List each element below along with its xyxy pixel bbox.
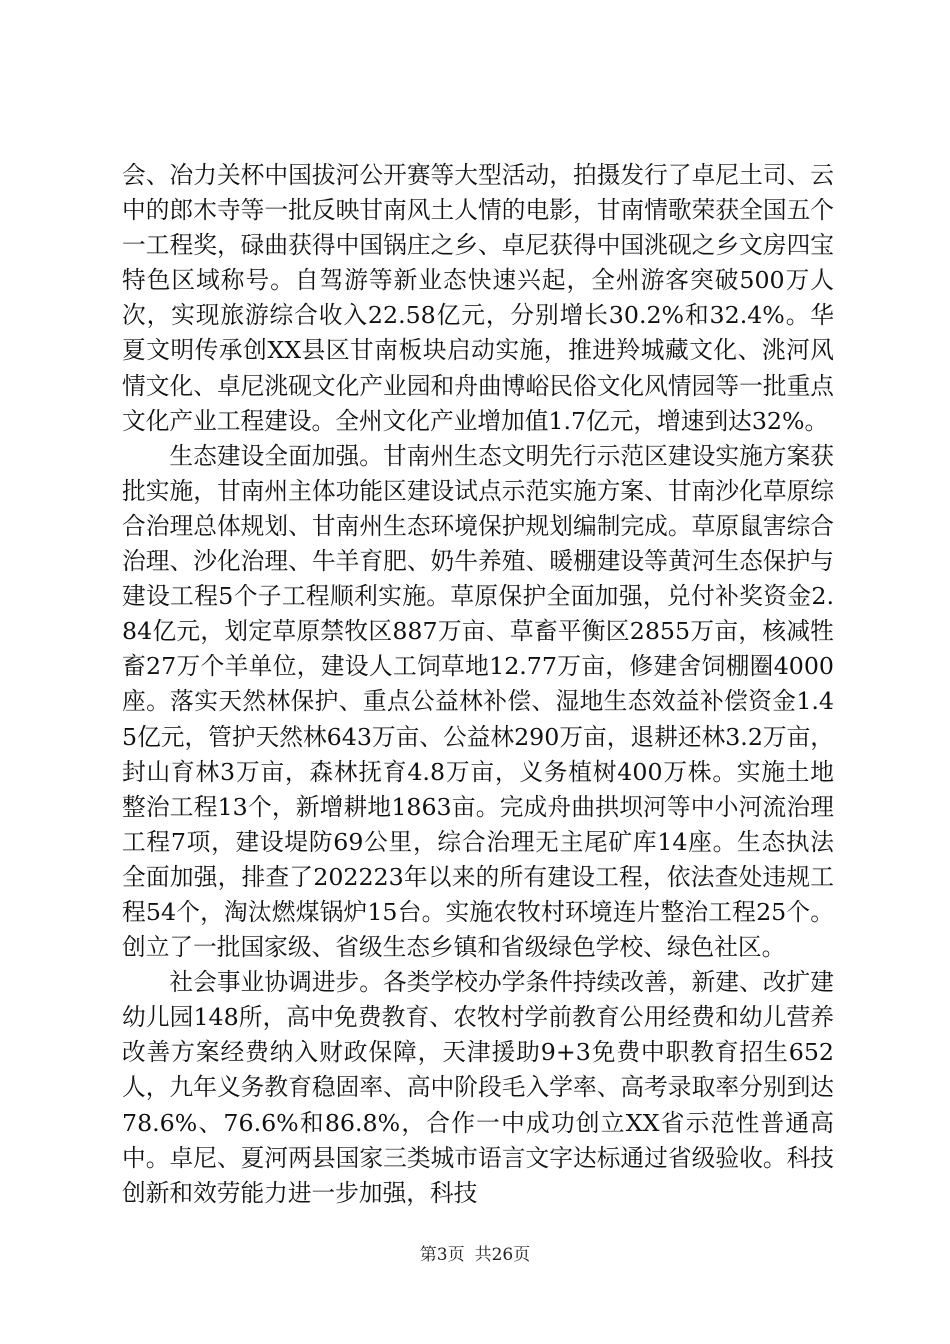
page-number: 第3页 <box>419 1245 465 1265</box>
document-body <box>122 158 834 1211</box>
page-footer <box>0 1244 950 1266</box>
paragraph-social-affairs: 社会事业协调进步。各类学校办学条件持续改善，新建、改扩建幼儿园148所，高中免费教育、农牧村学前教育公用经费和幼儿营养改善方案经费纳入财政保障，天津援助9+3免费中职教育招生652人，九年义务教育稳固率、高中阶段毛入学率、高考录取率分别到达78.6%、76.6%和86.8%，合作一中成功创立XX省示范性普通高中。卓尼、夏河两县国家三类城市语言文字达标通过省级验收。科技创新和效劳能力进一步加强，科技 <box>122 968 834 1207</box>
page-total: 共26页 <box>474 1245 531 1265</box>
paragraph-culture-tourism: 会、冶力关杯中国拔河公开赛等大型活动，拍摄发行了卓尼土司、云中的郎木寺等一批反映甘南风土人情的电影，甘南情歌荣获全国五个一工程奖，碌曲获得中国锅庄之乡、卓尼获得中国洮砚之乡文房四宝特色区域称号。自驾游等新业态快速兴起，全州游客突破500万人次，实现旅游综合收入22.58亿元，分别增长30.2%和32.4%。华夏文明传承创XX县区甘南板块启动实施，推进羚城藏文化、洮河风情文化、卓尼洮砚文化产业园和舟曲博峪民俗文化风情园等一批重点文化产业工程建设。全州文化产业增加值1.7亿元，增速到达32%。 <box>122 161 834 435</box>
paragraph-ecology: 生态建设全面加强。甘南州生态文明先行示范区建设实施方案获批实施，甘南州主体功能区建设试点示范实施方案、甘南沙化草原综合治理总体规划、甘南州生态环境保护规划编制完成。草原鼠害综合治理、沙化治理、牛羊育肥、奶牛养殖、暖棚建设等黄河生态保护与建设工程5个子工程顺利实施。草原保护全面加强，兑付补奖资金2.84亿元，划定草原禁牧区887万亩、草畜平衡区2855万亩，核减牲畜27万个羊单位，建设人工饲草地12.77万亩，修建舍饲棚圈4000座。落实天然林保护、重点公益林补偿、湿地生态效益补偿资金1.45亿元，管护天然林643万亩、公益林290万亩，退耕还林3.2万亩，封山育林3万亩，森林抚育4.8万亩，义务植树400万株。实施土地整治工程13个，新增耕地1863亩。完成舟曲拱坝河等中小河流治理工程7项，建设堤防69公里，综合治理无主尾矿库14座。生态执法全面加强，排查了202223年以来的所有建设工程，依法查处违规工程54个，淘汰燃煤锅炉15台。实施农牧村环境连片整治工程25个。创立了一批国家级、省级生态乡镇和省级绿色学校、绿色社区。 <box>122 441 834 962</box>
